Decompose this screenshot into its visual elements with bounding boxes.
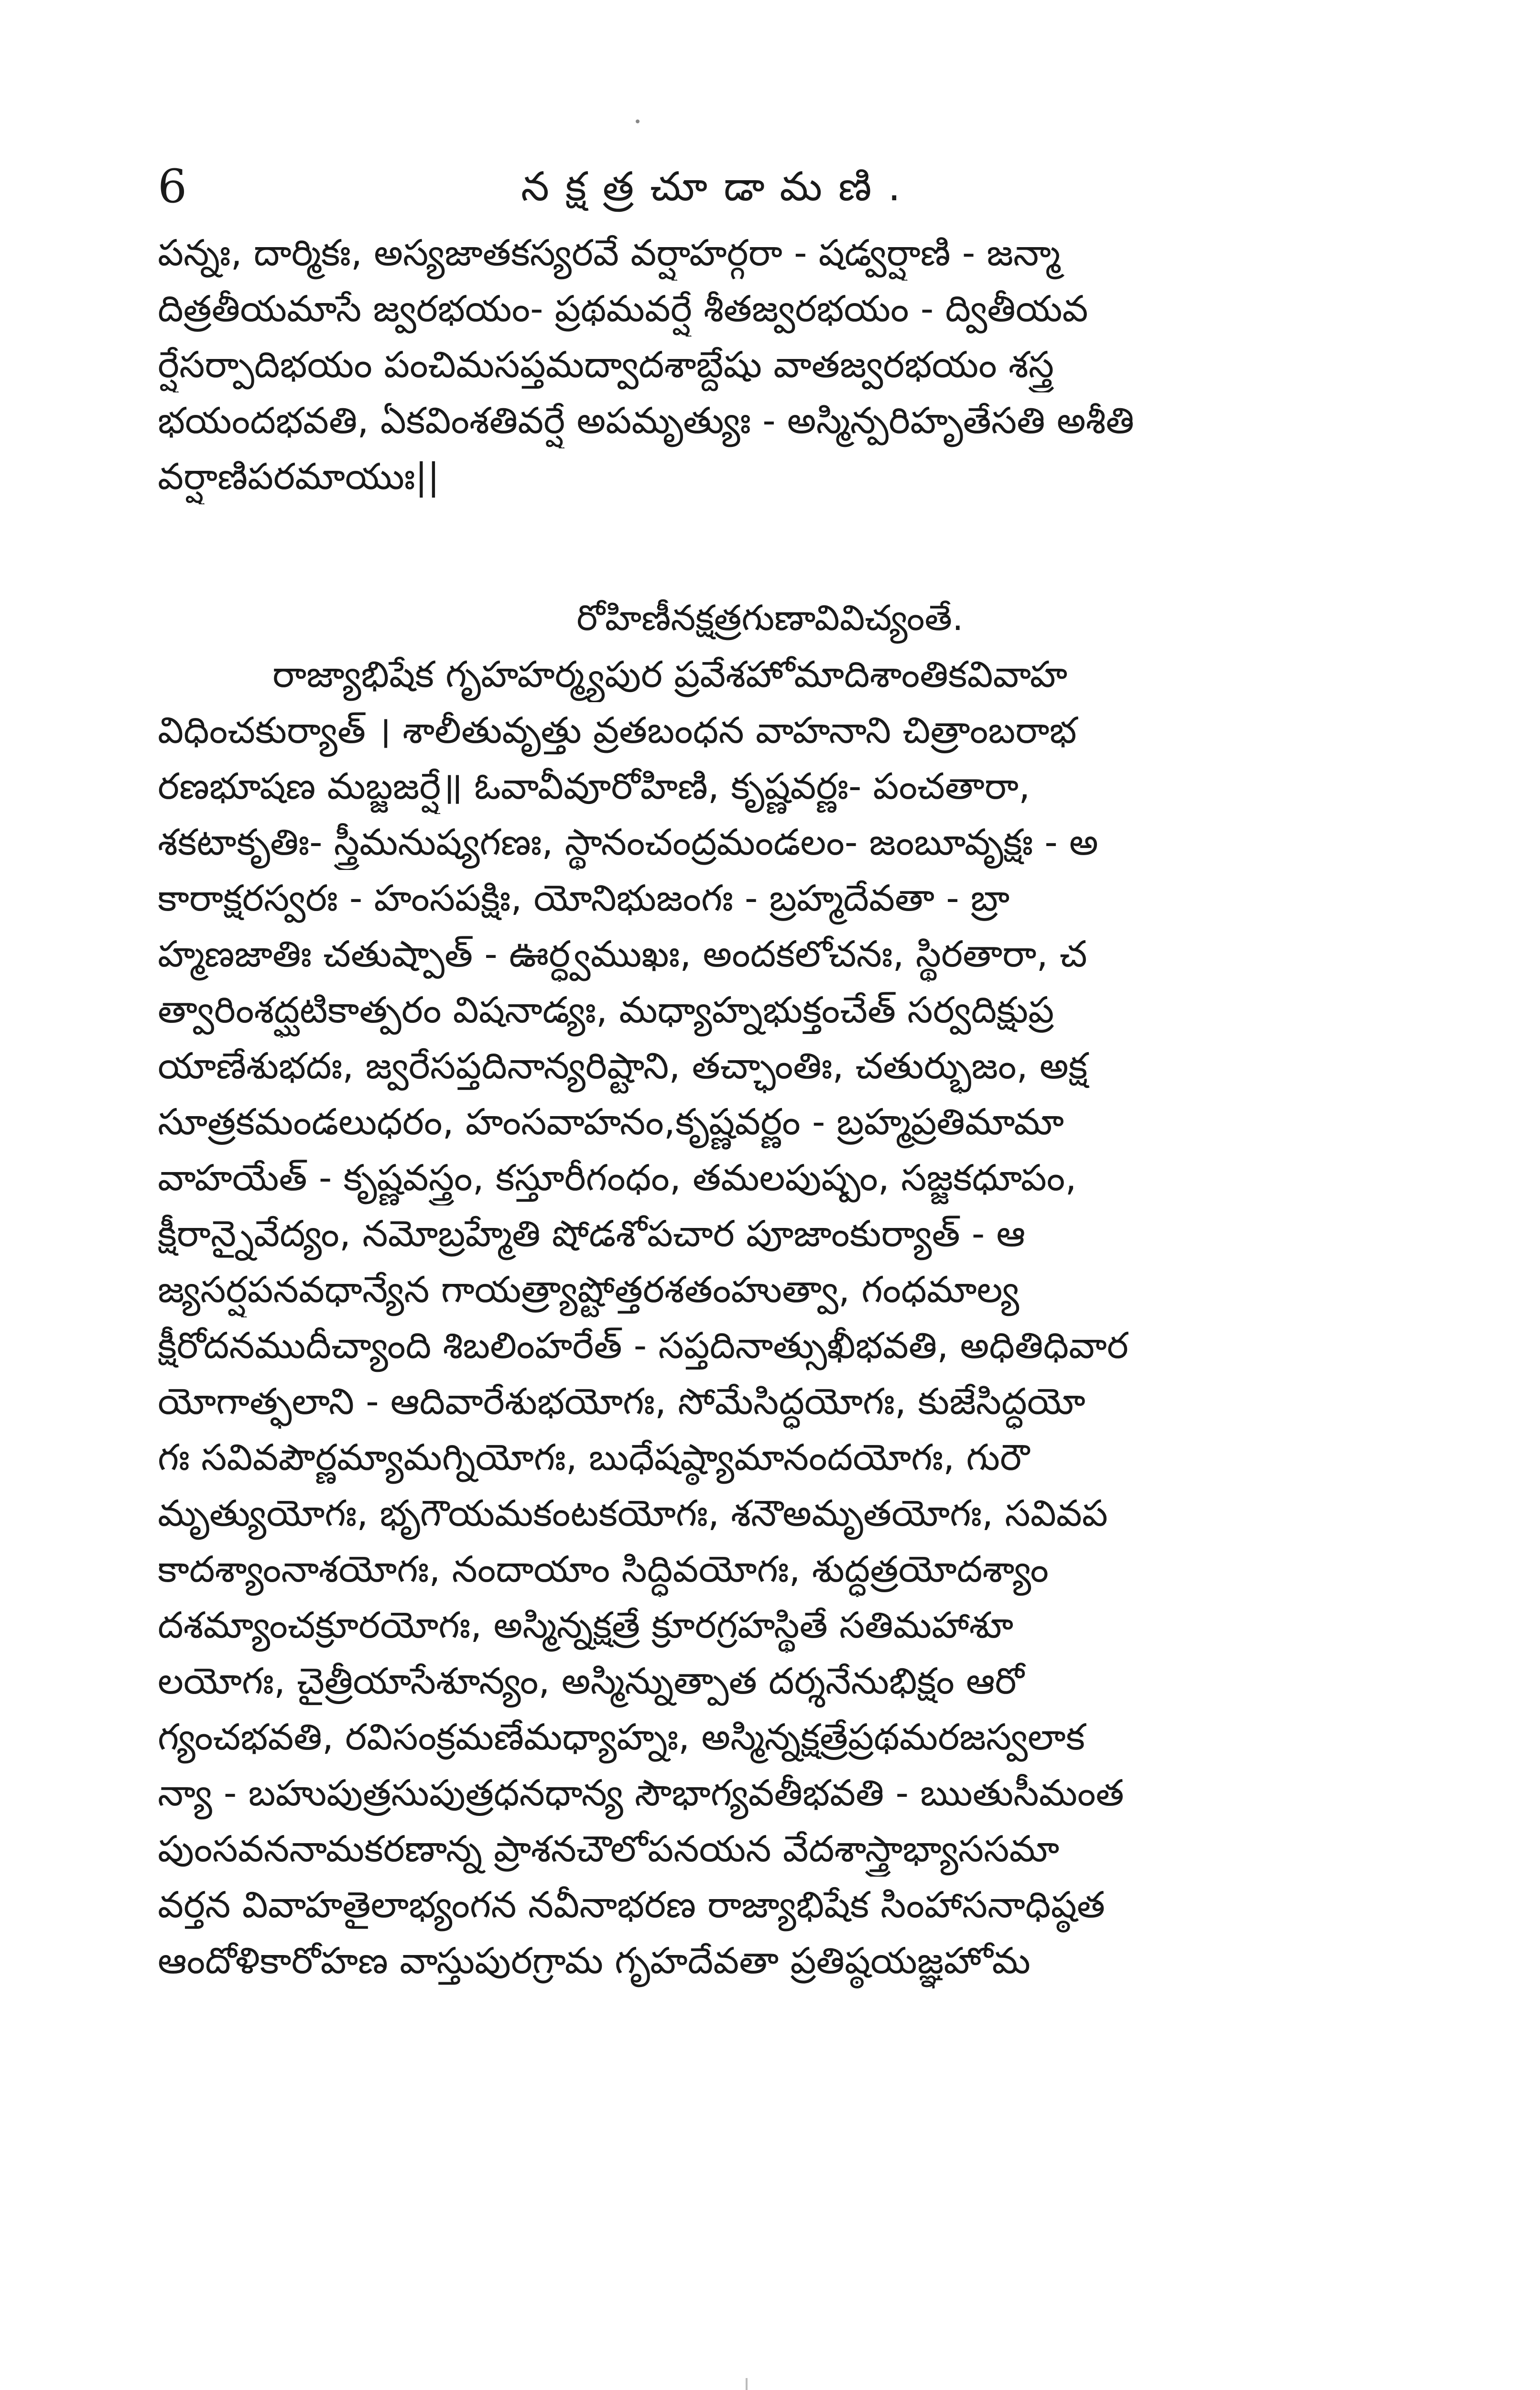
text-line: క్షీరోదనముదీచ్యాంది శిబలింహరేత్ - సప్తదినాత్సుఖీభవతి, అధితిధివార (158, 1324, 1128, 1367)
text-line: యాణేశుభదః, జ్వరేసప్తదినాన్యరిష్టాని, తచ్ఛాంతిః, చతుర్భుజం, అక్ష (158, 1044, 1088, 1087)
text-line: శకటాకృతిః- స్త్రీమనుష్యగణః, స్థానంచంద్రమండలం- జంబూవృక్షః - అ (158, 821, 1098, 863)
text-line: ర్షేసర్పాదిభయం పంచిమసప్తమద్వాదశాబ్దేషు వాతజ్వరభయం శస్త్ర (158, 343, 1054, 386)
body-paragraph (158, 646, 1400, 1988)
text-line: లయోగః, చైత్రీయాసేశూన్యం, అస్మిన్నుత్పాత దర్శనేనుభిక్షం ఆరో (158, 1660, 1024, 1702)
text-line: కాదశ్యాంనాశయోగః, నందాయాం సిద్ధివయోగః, శుద్ధత్రయోదశ్యాం (158, 1548, 1049, 1590)
text-line: గ్యంచభవతి, రవిసంక్రమణేమధ్యాహ్నః, అస్మిన్నక్షత్రేప్రథమరజస్వలాక (158, 1716, 1085, 1758)
text-line: వర్షాణిపరమాయుః|| (158, 455, 440, 498)
text-line: వర్తన వివాహతైలాభ్యంగన నవీనాభరణ రాజ్యాభిషేక సింహాసనాధిష్ఠత (158, 1883, 1105, 1926)
text-line: రాజ్యాభిషేక గృహహర్మ్యపుర ప్రవేశహోమాదిశాంతికవివాహ (272, 653, 1068, 695)
text-line: న్యా - బహుపుత్రసుపుత్రధనధాన్య సౌభాగ్యవతీభవతి - ఋతుసీమంత (158, 1771, 1124, 1814)
page-number: 6 (158, 160, 187, 213)
text-line: మృత్యుయోగః, భృగౌయమకంటకయోగః, శనౌఅమృతయోగః, సవివప (158, 1492, 1108, 1534)
text-line: భయందభవతి, ఏకవింశతివర్షే అపమృత్యుః - అస్మిన్పరిహృతేసతి అశీతి (158, 399, 1134, 442)
section-heading: రోహిణీనక్షత్రగుణావివిచ్యంతే. (576, 598, 964, 639)
intro-paragraph (158, 225, 1400, 504)
text-line: దిత్రతీయమాసే జ్వరభయం- ప్రథమవర్షే శీతజ్వరభయం - ద్వితీయవ (158, 287, 1088, 330)
text-line: విధించకుర్యాత్ । శాలీతువృత్తు వ్రతబంధన వాహనాని చిత్రాంబరాభ (158, 709, 1077, 751)
text-line: పన్నః, దార్మికః, అస్యజాతకస్యరవే వర్షాహర్గరా - షడ్వర్షాణి - జన్మా (158, 231, 1061, 274)
text-line: పుంసవననామకరణాన్న ప్రాశనచౌలోపనయన వేదశాస్త్రాభ్యాససమా (158, 1827, 1060, 1870)
text-line: క్షీరాన్నైవేద్యం, నమోబ్రహ్మేతి షోడశోపచార పూజాంకుర్యాత్ - ఆ (158, 1212, 1026, 1255)
text-line: దశమ్యాంచక్రూరయోగః, అస్మిన్నక్షత్రే క్రూరగ్రహస్థితే సతిమహాశూ (158, 1604, 1014, 1646)
text-line: కారాక్షరస్వరః - హంసపక్షిః, యోనిభుజంగః - బ్రహ్మదేవతా - బ్రా (158, 877, 1010, 919)
text-line: హ్మణజాతిః చతుష్పాత్ - ఊర్ధ్వముఖః, అందకలోచనః, స్థిరతారా, చ (158, 933, 1087, 975)
page-header (158, 158, 1400, 225)
text-line: ఆందోళికారోహణ వాస్తుపురగ్రామ గృహదేవతా ప్రతిష్ఠయజ్ఞహోమ (158, 1939, 1030, 1982)
text-line: యోగాత్ఫలాని - ఆదివారేశుభయోగః, సోమేసిద్ధయోగః, కుజేసిద్ధయో (158, 1380, 1085, 1423)
ink-speck (636, 120, 640, 123)
text-line: రణభూషణ మబ్జజర్షే॥ ఓవావీవూరోహిణి, కృష్ణవర్ణః- పంచతారా, (158, 765, 1030, 807)
text-line: త్వారింశద్ఘటికాత్పరం విషనాడ్యః, మధ్యాహ్నభుక్తంచేత్ సర్వదిక్షుప్ర (158, 989, 1054, 1031)
text-line: సూత్రకమండలుధరం, హంసవాహనం,కృష్ణవర్ణం - బ్రహ్మప్రతిమామా (158, 1100, 1064, 1143)
text-line: గః సవివపౌర్ణమ్యామగ్నియోగః, బుధేషష్ఠ్యామానందయోగః, గురౌ (158, 1436, 1030, 1478)
text-line: జ్యసర్షపనవధాన్యేన గాయత్ర్యాష్టోత్తరశతంహుత్వా, గంధమాల్య (158, 1268, 1019, 1311)
ink-speck (746, 2378, 748, 2390)
running-title: నక్షత్రచూడామణి. (521, 163, 917, 210)
text-line: వాహయేత్ - కృష్ణవస్త్రం, కస్తూరీగంధం, తమలపుష్పం, సజ్జకధూపం, (158, 1156, 1077, 1199)
